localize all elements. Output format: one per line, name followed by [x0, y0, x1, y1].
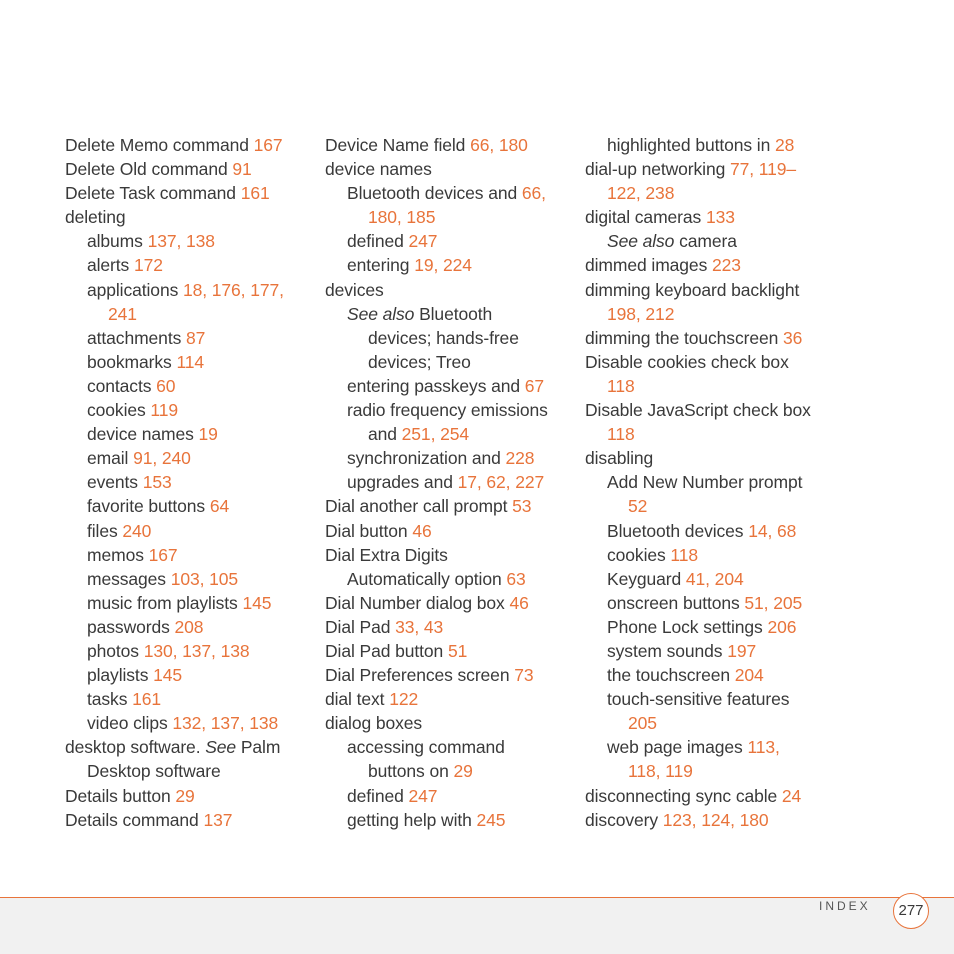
index-term-text: Dial Preferences screen [325, 665, 515, 686]
page-reference-link[interactable]: 198, 212 [607, 303, 675, 324]
index-entry-line [325, 326, 575, 350]
index-entry-line [585, 591, 835, 615]
page-reference-link[interactable]: 161 [240, 183, 270, 204]
index-entry-line [65, 326, 315, 350]
cross-reference-label: See [205, 737, 237, 758]
page-reference-link[interactable]: 241 [108, 303, 137, 324]
index-entry-line [325, 615, 575, 639]
index-term-text: the touchscreen [607, 665, 735, 686]
index-entry-line [325, 784, 575, 808]
page-reference-link[interactable]: 113, [747, 737, 780, 758]
index-term-text: Details button [65, 785, 176, 806]
page-reference-link[interactable]: 204 [734, 665, 764, 686]
page-reference-link[interactable]: 64 [209, 496, 230, 517]
index-entry-line [585, 374, 835, 398]
page-number-badge: 277 [893, 893, 929, 929]
index-term-text: device names [325, 159, 432, 180]
page-reference-link[interactable]: 19, 224 [414, 255, 472, 276]
index-term-text: Phone Lock settings [607, 616, 768, 637]
index-term-text: photos [87, 640, 144, 661]
index-term-text: Bluetooth [414, 303, 493, 324]
page-reference-link[interactable]: 29 [453, 761, 473, 782]
index-term-text: albums [87, 231, 148, 252]
index-entry-line [585, 253, 835, 277]
index-entry-line [325, 398, 575, 422]
index-entry-line [325, 253, 575, 277]
index-term-text: devices; Treo [368, 351, 471, 372]
index-entry-line [65, 446, 315, 470]
index-term-text: defined [347, 231, 409, 252]
index-term-text: synchronization and [347, 448, 506, 469]
index-entry-line [65, 735, 315, 759]
index-term-text: cookies [87, 400, 151, 421]
index-entry-line [585, 181, 835, 205]
page-reference-link[interactable]: 118 [607, 375, 635, 396]
index-entry-line [325, 687, 575, 711]
index-term-text: devices; hands-free [368, 327, 519, 348]
index-entry-line [325, 446, 575, 470]
section-label: INDEX [819, 899, 871, 913]
index-entry-line [325, 567, 575, 591]
index-entry-line [325, 711, 575, 735]
page-reference-link[interactable]: 145 [153, 665, 183, 686]
page-reference-link[interactable]: 206 [767, 616, 797, 637]
index-term-text: upgrades and [347, 472, 458, 493]
page-reference-link[interactable]: 240 [122, 520, 152, 541]
index-term-text: defined [347, 785, 409, 806]
index-entry-line [65, 350, 315, 374]
index-term-text: Delete Memo command [65, 135, 254, 155]
page-reference-link[interactable]: 14, 68 [748, 520, 797, 541]
index-term-text: web page images [607, 737, 748, 758]
index-entry-line [325, 205, 575, 229]
page-reference-link[interactable]: 161 [132, 689, 162, 710]
page-reference-link[interactable]: 18, 176, 177, [182, 279, 284, 300]
page-reference-link[interactable]: 67 [524, 375, 545, 396]
index-term-text: device names [87, 424, 199, 445]
page-reference-link[interactable]: 66, 180 [470, 135, 528, 155]
page-reference-link[interactable]: 228 [505, 448, 535, 469]
page-reference-link[interactable]: 123, 124, 180 [662, 809, 769, 830]
index-entry-line [65, 567, 315, 591]
page-reference-link[interactable]: 29 [175, 785, 195, 806]
page-reference-link[interactable]: 66, [521, 183, 546, 204]
page-reference-link[interactable]: 52 [628, 496, 648, 517]
index-entry-line [65, 181, 315, 205]
index-entry-line [65, 711, 315, 735]
index-entry-line [585, 350, 835, 374]
page-reference-link[interactable]: 46 [509, 592, 529, 613]
index-term-text: Palm [236, 737, 281, 758]
page-reference-link[interactable]: 223 [711, 255, 741, 276]
index-term-text: Dial Number dialog box [325, 592, 510, 613]
page-reference-link[interactable]: 28 [774, 135, 795, 155]
page-reference-link[interactable]: 33, 43 [395, 616, 444, 637]
page-reference-link[interactable]: 247 [408, 231, 438, 252]
index-term-text: messages [87, 568, 171, 589]
index-entry-line [65, 205, 315, 229]
page-reference-link[interactable]: 245 [476, 809, 506, 830]
index-entry-line [65, 157, 315, 181]
index-entry-line [585, 133, 835, 157]
index-term-text: discovery [585, 809, 663, 830]
index-entry-line [325, 133, 575, 157]
index-entry-line [325, 591, 575, 615]
index-entry-line [585, 398, 835, 422]
index-entry-line [585, 567, 835, 591]
index-entry-line [585, 735, 835, 759]
page-reference-link[interactable]: 180, 185 [368, 207, 436, 228]
index-entry-line [585, 422, 835, 446]
page-reference-link[interactable]: 153 [142, 472, 172, 493]
index-entry-line [585, 278, 835, 302]
index-entry-line [65, 519, 315, 543]
index-term-text: touch-sensitive features [607, 689, 790, 710]
index-term-text: onscreen buttons [607, 592, 745, 613]
page-reference-link[interactable]: 251, 254 [401, 424, 469, 445]
page-reference-link[interactable]: 118 [670, 544, 699, 565]
index-term-text: Keyguard [607, 568, 686, 589]
index-entry-line [585, 302, 835, 326]
index-term-text: disconnecting sync cable [585, 785, 782, 806]
page-reference-link[interactable]: 19 [198, 424, 218, 445]
index-entry-line [325, 470, 575, 494]
page-reference-link[interactable]: 137 [203, 809, 233, 830]
index-entry-line [585, 326, 835, 350]
index-entry-line [325, 229, 575, 253]
index-entry-line [65, 784, 315, 808]
index-term-text: Disable cookies check box [585, 351, 789, 372]
index-term-text: radio frequency emissions [347, 400, 548, 421]
index-term-text: buttons on [368, 761, 454, 782]
page-reference-link[interactable]: 51 [447, 640, 468, 661]
index-term-text: email [87, 448, 134, 469]
page-reference-link[interactable]: 208 [174, 616, 204, 637]
index-entry-line [65, 687, 315, 711]
page-reference-link[interactable]: 53 [512, 496, 532, 517]
index-entry-line [65, 422, 315, 446]
index-term-text: Desktop software [87, 761, 221, 782]
page-reference-link[interactable]: 130, 137, 138 [143, 640, 250, 661]
index-term-text: Automatically option [347, 568, 507, 589]
index-entry-line [65, 494, 315, 518]
index-term-text: Dial button [325, 520, 413, 541]
page-reference-link[interactable]: 167 [253, 135, 283, 155]
index-term-text: getting help with [347, 809, 477, 830]
index-term-text: Bluetooth devices [607, 520, 749, 541]
index-entry-line [585, 470, 835, 494]
index-term-text: deleting [65, 207, 126, 228]
page-reference-link[interactable]: 119 [150, 400, 179, 421]
index-entry-line [65, 615, 315, 639]
index-entry-line [325, 181, 575, 205]
index-term-text: highlighted buttons in [607, 135, 775, 155]
index-entry-line [65, 229, 315, 253]
index-term-text: Dial Pad button [325, 640, 448, 661]
index-term-text: files [87, 520, 123, 541]
index-entry-line [325, 157, 575, 181]
page-reference-link[interactable]: 60 [156, 375, 176, 396]
index-entry-line [585, 663, 835, 687]
page-reference-link[interactable]: 63 [506, 568, 526, 589]
index-term-text: tasks [87, 689, 133, 710]
index-term-text: cookies [607, 544, 671, 565]
index-entry-line [325, 735, 575, 759]
index-term-text: dimming keyboard backlight [585, 279, 800, 300]
index-term-text: Details command [65, 809, 204, 830]
index-term-text: Dial another call prompt [325, 496, 513, 517]
index-term-text: contacts [87, 375, 157, 396]
page-reference-link[interactable]: 118, 119 [628, 761, 693, 782]
index-entry-line [585, 157, 835, 181]
index-term-text: digital cameras [585, 207, 706, 228]
index-entry-line [65, 302, 315, 326]
index-term-text: alerts [87, 255, 134, 276]
index-entry-line [65, 278, 315, 302]
index-entry-line [325, 494, 575, 518]
page-reference-link[interactable]: 137, 138 [147, 231, 215, 252]
page-reference-link[interactable]: 247 [408, 785, 438, 806]
index-column-3 [585, 133, 835, 832]
page-reference-link[interactable]: 91, 240 [133, 448, 191, 469]
index-entry-line [585, 711, 835, 735]
page-reference-link[interactable]: 103, 105 [170, 568, 239, 589]
index-term-text: system sounds [607, 640, 728, 661]
index-term-text: Dial Pad [325, 616, 396, 637]
index-term-text: Bluetooth devices and [347, 183, 522, 204]
index-entry-line [325, 278, 575, 302]
footer-band [0, 898, 954, 954]
index-entry-line [65, 591, 315, 615]
page-reference-link[interactable]: 87 [186, 327, 206, 348]
index-entry-line [325, 543, 575, 567]
index-column-2 [325, 133, 575, 832]
index-entry-line [585, 494, 835, 518]
index-term-text: disabling [585, 448, 654, 469]
index-term-text: dimmed images [585, 255, 712, 276]
page-reference-link[interactable]: 36 [782, 327, 803, 348]
index-term-text: accessing command [347, 737, 505, 758]
index-term-text: and [368, 424, 402, 445]
index-term-text: playlists [87, 665, 154, 686]
page-reference-link[interactable]: 122 [389, 689, 419, 710]
index-term-text: Delete Task command [65, 183, 241, 204]
index-entry-line [65, 663, 315, 687]
index-term-text: bookmarks [87, 351, 177, 372]
page-reference-link[interactable]: 51, 205 [744, 592, 803, 613]
index-term-text: desktop software. [65, 737, 206, 758]
cross-reference-label: See also [347, 303, 415, 324]
index-entry-line [325, 350, 575, 374]
index-entry-line [65, 253, 315, 277]
page-reference-link[interactable]: 172 [133, 255, 163, 276]
index-term-text: dial-up networking [585, 159, 730, 180]
index-entry-line [325, 374, 575, 398]
page-reference-link[interactable]: 197 [727, 640, 757, 661]
page-reference-link[interactable]: 167 [148, 544, 178, 565]
index-term-text: Disable JavaScript check box [585, 400, 811, 421]
index-entry-line [65, 374, 315, 398]
index-entry-line [585, 446, 835, 470]
index-term-text: entering passkeys and [347, 375, 525, 396]
index-entry-line [585, 615, 835, 639]
index-entry-line [65, 470, 315, 494]
index-entry-line [325, 422, 575, 446]
index-term-text: Dial Extra Digits [325, 544, 448, 565]
index-entry-line [65, 808, 315, 832]
index-entry-line [65, 639, 315, 663]
index-entry-line [65, 133, 315, 157]
index-entry-line [585, 229, 835, 253]
index-entry-line [65, 398, 315, 422]
index-term-text: events [87, 472, 143, 493]
index-term-text: dialog boxes [325, 713, 423, 734]
index-entry-line [65, 543, 315, 567]
index-entry-line [585, 543, 835, 567]
index-entry-line [325, 639, 575, 663]
page-reference-link[interactable]: 41, 204 [685, 568, 744, 589]
index-term-text: Delete Old command [65, 159, 233, 180]
index-term-text: camera [674, 231, 737, 252]
index-entry-line [585, 519, 835, 543]
index-term-text: dial text [325, 689, 390, 710]
index-term-text: attachments [87, 327, 186, 348]
index-entry-line [65, 759, 315, 783]
page-reference-link[interactable]: 17, 62, 227 [457, 472, 545, 493]
page-reference-link[interactable]: 91 [232, 159, 252, 180]
page-reference-link[interactable]: 122, 238 [607, 183, 675, 204]
index-entry-line [325, 519, 575, 543]
index-entry-line [585, 784, 835, 808]
index-entry-line [325, 663, 575, 687]
index-term-text: passwords [87, 616, 175, 637]
page-reference-link[interactable]: 205 [628, 713, 657, 734]
index-term-text: Device Name field [325, 135, 471, 155]
index-entry-line [585, 687, 835, 711]
index-column-1 [65, 133, 315, 832]
page-reference-link[interactable]: 145 [242, 592, 272, 613]
index-entry-line [325, 808, 575, 832]
index-entry-line [585, 808, 835, 832]
index-entry-line [585, 759, 835, 783]
index-term-text: favorite buttons [87, 496, 210, 517]
page-reference-link[interactable]: 24 [781, 785, 802, 806]
index-term-text: dimming the touchscreen [585, 327, 783, 348]
index-entry-line [325, 759, 575, 783]
index-term-text: devices [325, 279, 384, 300]
index-term-text: video clips [87, 713, 173, 734]
cross-reference-label: See also [607, 231, 675, 252]
index-entry-line [325, 302, 575, 326]
page-reference-link[interactable]: 73 [514, 665, 534, 686]
index-entry-line [585, 205, 835, 229]
page-reference-link[interactable]: 77, 119– [730, 159, 797, 180]
page-reference-link[interactable]: 118 [607, 424, 635, 445]
page-reference-link[interactable]: 114 [176, 351, 205, 372]
page-reference-link[interactable]: 133 [705, 207, 735, 228]
page-reference-link[interactable]: 132, 137, 138 [172, 713, 279, 734]
index-term-text: music from playlists [87, 592, 243, 613]
index-term-text: applications [87, 279, 183, 300]
index-entry-line [585, 639, 835, 663]
page-reference-link[interactable]: 46 [412, 520, 432, 541]
index-term-text: Add New Number prompt [607, 472, 803, 493]
index-term-text: memos [87, 544, 149, 565]
index-term-text: entering [347, 255, 415, 276]
